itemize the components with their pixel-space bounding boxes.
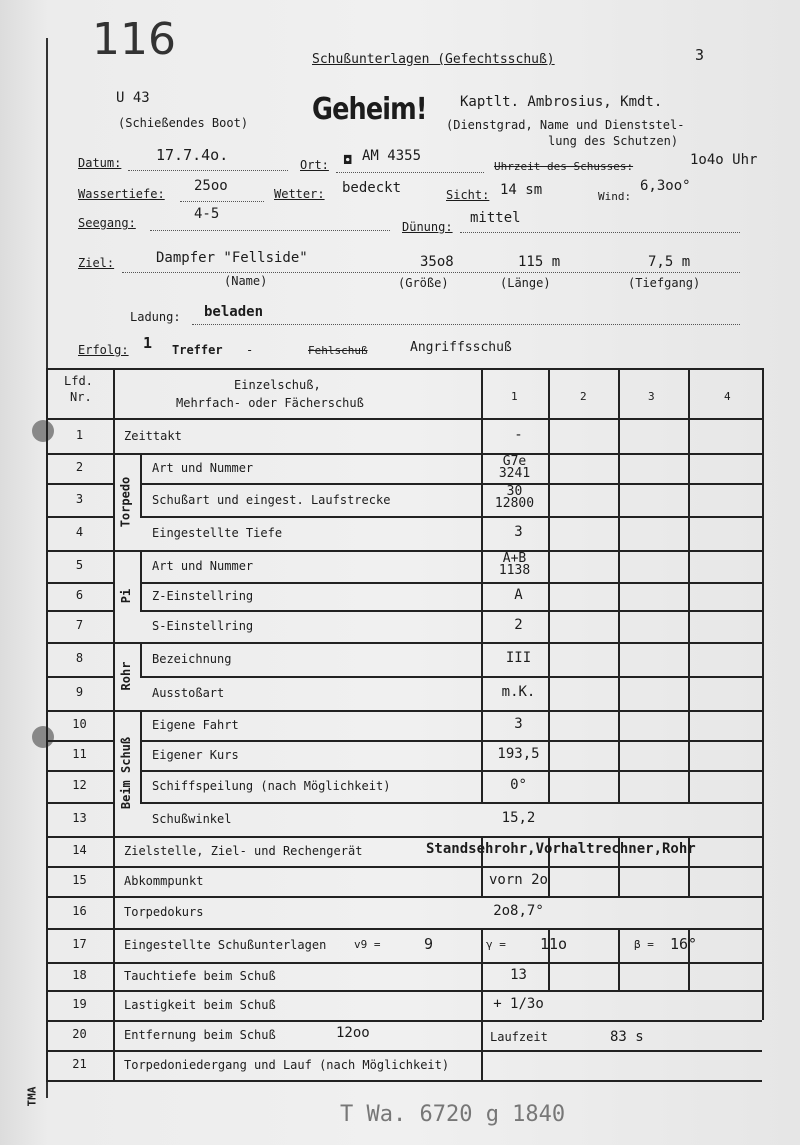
row-number: 16 xyxy=(72,904,87,918)
row-label: Eingestellte Tiefe xyxy=(152,526,283,540)
classification-stamp: Geheim! xyxy=(312,92,427,127)
row-number: 13 xyxy=(72,811,87,825)
table-rule xyxy=(46,610,113,612)
group-label-pi: Pi xyxy=(118,588,133,604)
row-number: 6 xyxy=(75,588,84,602)
table-rule xyxy=(46,676,113,678)
ziel-tiefgang: 7,5 m xyxy=(648,254,691,270)
row-number: 14 xyxy=(72,843,87,857)
row-value: 0° xyxy=(510,777,527,793)
row-number: 10 xyxy=(72,717,87,731)
table-rule xyxy=(46,1020,762,1022)
col-4-header: 4 xyxy=(724,390,731,403)
col-desc-header-2: Mehrfach- oder Fächerschuß xyxy=(176,396,364,410)
table-rule xyxy=(46,418,762,420)
row-number: 2 xyxy=(75,460,84,474)
table-rule xyxy=(688,368,690,802)
table-rule xyxy=(46,896,762,898)
table-rule xyxy=(140,550,142,610)
wind-label: Wind: xyxy=(598,190,632,203)
name-caption: (Name) xyxy=(224,274,268,288)
duenung-value: mittel xyxy=(470,210,521,226)
row-value: 13 xyxy=(510,967,527,983)
v9-symbol: v9 = xyxy=(354,938,381,951)
table-rule xyxy=(140,676,762,678)
table-rule xyxy=(46,582,113,584)
row-value: 2o8,7° xyxy=(493,903,544,919)
row-label: Schiffspeilung (nach Möglichkeit) xyxy=(152,779,391,793)
seegang-value: 4-5 xyxy=(194,206,220,222)
datum-value: 17.7.4o. xyxy=(156,146,229,164)
row-value: 2 xyxy=(514,617,523,633)
row-label: Entfernung beim Schuß xyxy=(124,1028,276,1042)
row-label: Torpedokurs xyxy=(124,905,204,919)
table-rule xyxy=(46,990,762,992)
table-rule xyxy=(46,642,762,644)
sicht-label: Sicht: xyxy=(446,188,490,202)
wassertiefe-value: 25oo xyxy=(194,178,228,194)
table-rule xyxy=(46,550,762,552)
wind-value: 6,3oo° xyxy=(640,178,691,194)
table-rule xyxy=(140,453,142,516)
datum-label: Datum: xyxy=(78,156,122,170)
row-label: Lastigkeit beim Schuß xyxy=(124,998,276,1012)
group-label-torpedo: Torpedo xyxy=(118,476,133,527)
table-rule xyxy=(46,962,762,964)
row-value: m.K. xyxy=(501,684,536,700)
sheet-number: 3 xyxy=(695,46,705,64)
laufzeit-value: 83 s xyxy=(610,1029,644,1045)
row-number: 19 xyxy=(72,997,87,1011)
table-rule xyxy=(140,642,142,676)
erfolg-text: Treffer xyxy=(172,343,223,357)
table-rule xyxy=(46,453,762,455)
col-1-header: 1 xyxy=(511,390,518,403)
laufzeit-label: Laufzeit xyxy=(490,1030,548,1044)
v9-value: 9 xyxy=(424,935,434,953)
table-right-rule xyxy=(762,368,764,1020)
row-number: 9 xyxy=(75,685,84,699)
table-rule xyxy=(46,928,762,930)
col-desc-header-1: Einzelschuß, xyxy=(234,378,321,392)
row-number: 15 xyxy=(72,873,87,887)
table-rule xyxy=(140,610,762,612)
erfolg-struck: Fehlschuß xyxy=(308,344,368,357)
group-label-rohr: Rohr xyxy=(118,661,133,691)
erfolg-dash: - xyxy=(246,343,254,357)
ziel-label: Ziel: xyxy=(78,256,115,270)
row-value: 193,5 xyxy=(497,746,540,762)
row-number: 17 xyxy=(72,937,87,951)
uhrzeit-label: Uhrzeit des Schusses: xyxy=(494,160,634,173)
sicht-value: 14 sm xyxy=(500,182,543,198)
row-label: Eingestellte Schußunterlagen xyxy=(124,938,327,952)
row-label: Art und Nummer xyxy=(152,559,254,573)
table-rule xyxy=(46,802,113,804)
row-value: 3 xyxy=(514,716,523,732)
table-rule xyxy=(113,368,115,1080)
wetter-value: bedeckt xyxy=(342,180,402,196)
table-rule xyxy=(140,516,762,518)
row-value-line2: 12800 xyxy=(494,496,535,511)
gamma-symbol: γ = xyxy=(486,938,506,951)
row-value: 15,2 xyxy=(501,810,536,826)
ziel-name: Dampfer "Fellside" xyxy=(156,250,308,266)
tiefgang-caption: (Tiefgang) xyxy=(628,276,701,290)
row-number: 8 xyxy=(75,651,84,665)
row-number: 12 xyxy=(72,778,87,792)
ziel-groesse: 35o8 xyxy=(420,254,454,270)
table-rule xyxy=(618,368,620,802)
table-rule xyxy=(46,770,113,772)
table-rule xyxy=(46,1050,762,1052)
erfolg-count: 1 xyxy=(143,334,153,352)
row-label: Zielstelle, Ziel- und Rechengerät xyxy=(124,844,363,858)
row-number: 3 xyxy=(75,491,84,506)
table-rule xyxy=(46,710,762,712)
col-lfd-header: Lfd. xyxy=(64,374,93,388)
distance-value: 12oo xyxy=(336,1025,370,1041)
seegang-label: Seegang: xyxy=(78,216,136,230)
row-number: 20 xyxy=(72,1027,87,1041)
boat-value: U 43 xyxy=(116,90,150,106)
erfolg-label: Erfolg: xyxy=(78,343,129,357)
row-value-line2: 1138 xyxy=(498,563,531,578)
table-rule xyxy=(140,582,762,584)
row-value: - xyxy=(514,426,523,443)
ladung-value: beladen xyxy=(204,304,264,320)
wassertiefe-label: Wassertiefe: xyxy=(78,187,165,201)
wetter-label: Wetter: xyxy=(274,187,325,201)
row-value: III xyxy=(505,650,532,666)
row-value-line2: 3241 xyxy=(498,466,531,481)
row-label: Art und Nummer xyxy=(152,461,254,475)
row-number: 7 xyxy=(75,618,84,632)
laenge-caption: (Länge) xyxy=(500,276,551,290)
table-rule xyxy=(46,866,762,868)
row-label: Ausstoßart xyxy=(152,686,225,700)
commander-value: Kaptlt. Ambrosius, Kmdt. xyxy=(460,94,663,110)
table-rule xyxy=(140,710,142,802)
row-number: 5 xyxy=(75,558,84,572)
ladung-label: Ladung: xyxy=(130,310,181,324)
row-number: 1 xyxy=(75,427,84,442)
ort-value: AM 4355 xyxy=(362,148,422,164)
table-rule xyxy=(140,770,762,772)
gamma-value: 11o xyxy=(540,935,568,953)
row-value-wide: Standsehrohr,Vorhaltrechner,Rohr xyxy=(426,841,696,857)
table-rule xyxy=(46,836,762,838)
row-value: vorn 2o xyxy=(488,872,548,888)
margin-mark: TMA xyxy=(25,1086,39,1107)
duenung-label: Dünung: xyxy=(402,220,453,234)
row-value-line1: A+B xyxy=(502,551,527,566)
commander-label-2: lung des Schutzen) xyxy=(548,134,679,148)
table-rule xyxy=(140,740,762,742)
commander-label-1: (Dienstgrad, Name und Dienststel- xyxy=(446,118,685,132)
table-top-rule xyxy=(46,368,762,370)
table-rule xyxy=(46,483,113,485)
row-value: 3 xyxy=(514,524,523,540)
table-rule xyxy=(46,516,113,518)
row-number: 11 xyxy=(72,747,87,761)
col-nr-header: Nr. xyxy=(70,390,92,404)
row-value: A xyxy=(514,587,523,603)
table-rule xyxy=(618,928,620,990)
groesse-caption: (Größe) xyxy=(398,276,449,290)
row-label: Z-Einstellring xyxy=(152,589,254,603)
row-label: Torpedoniedergang und Lauf (nach Möglichkeit) xyxy=(124,1058,450,1072)
row-label: Schußart und eingest. Laufstrecke xyxy=(152,492,391,507)
uhrzeit-value: 1o4o Uhr xyxy=(690,152,758,168)
row-label: Abkommpunkt xyxy=(124,874,204,888)
table-rule xyxy=(140,802,762,804)
row-value-line1: G7e xyxy=(502,454,527,469)
boat-label: (Schießendes Boot) xyxy=(118,116,249,130)
row-label: Eigene Fahrt xyxy=(152,718,239,732)
page-number: 116 xyxy=(92,14,176,65)
ort-label: Ort: xyxy=(300,158,329,172)
group-label-beim_schuss: Beim Schuß xyxy=(118,736,133,810)
table-rule xyxy=(481,1020,483,1080)
erfolg-type: Angriffsschuß xyxy=(410,340,512,355)
col-2-header: 2 xyxy=(580,390,587,403)
archive-stamp: T Wa. 6720 g 1840 xyxy=(340,1102,566,1127)
table-rule xyxy=(46,1080,762,1082)
row-number: 21 xyxy=(72,1057,87,1071)
row-value-line1: 30 xyxy=(506,484,523,499)
row-label: S-Einstellring xyxy=(152,619,254,633)
row-value: + 1/3o xyxy=(493,996,544,1012)
ziel-laenge: 115 m xyxy=(518,254,561,270)
row-number: 4 xyxy=(75,525,84,539)
col-3-header: 3 xyxy=(648,390,655,403)
table-rule xyxy=(46,740,113,742)
row-label: Eigener Kurs xyxy=(152,748,239,762)
beta-symbol: β = xyxy=(634,938,654,951)
row-label: Zeittakt xyxy=(124,428,182,443)
row-number: 18 xyxy=(72,968,87,982)
beta-value: 16° xyxy=(670,935,698,953)
row-label: Bezeichnung xyxy=(152,652,232,666)
table-rule xyxy=(140,483,762,485)
row-label: Tauchtiefe beim Schuß xyxy=(124,969,276,983)
form-title: Schußunterlagen (Gefechtsschuß) xyxy=(312,52,555,67)
row-label: Schußwinkel xyxy=(152,812,232,826)
ort-box-icon: ◘ xyxy=(344,153,352,167)
